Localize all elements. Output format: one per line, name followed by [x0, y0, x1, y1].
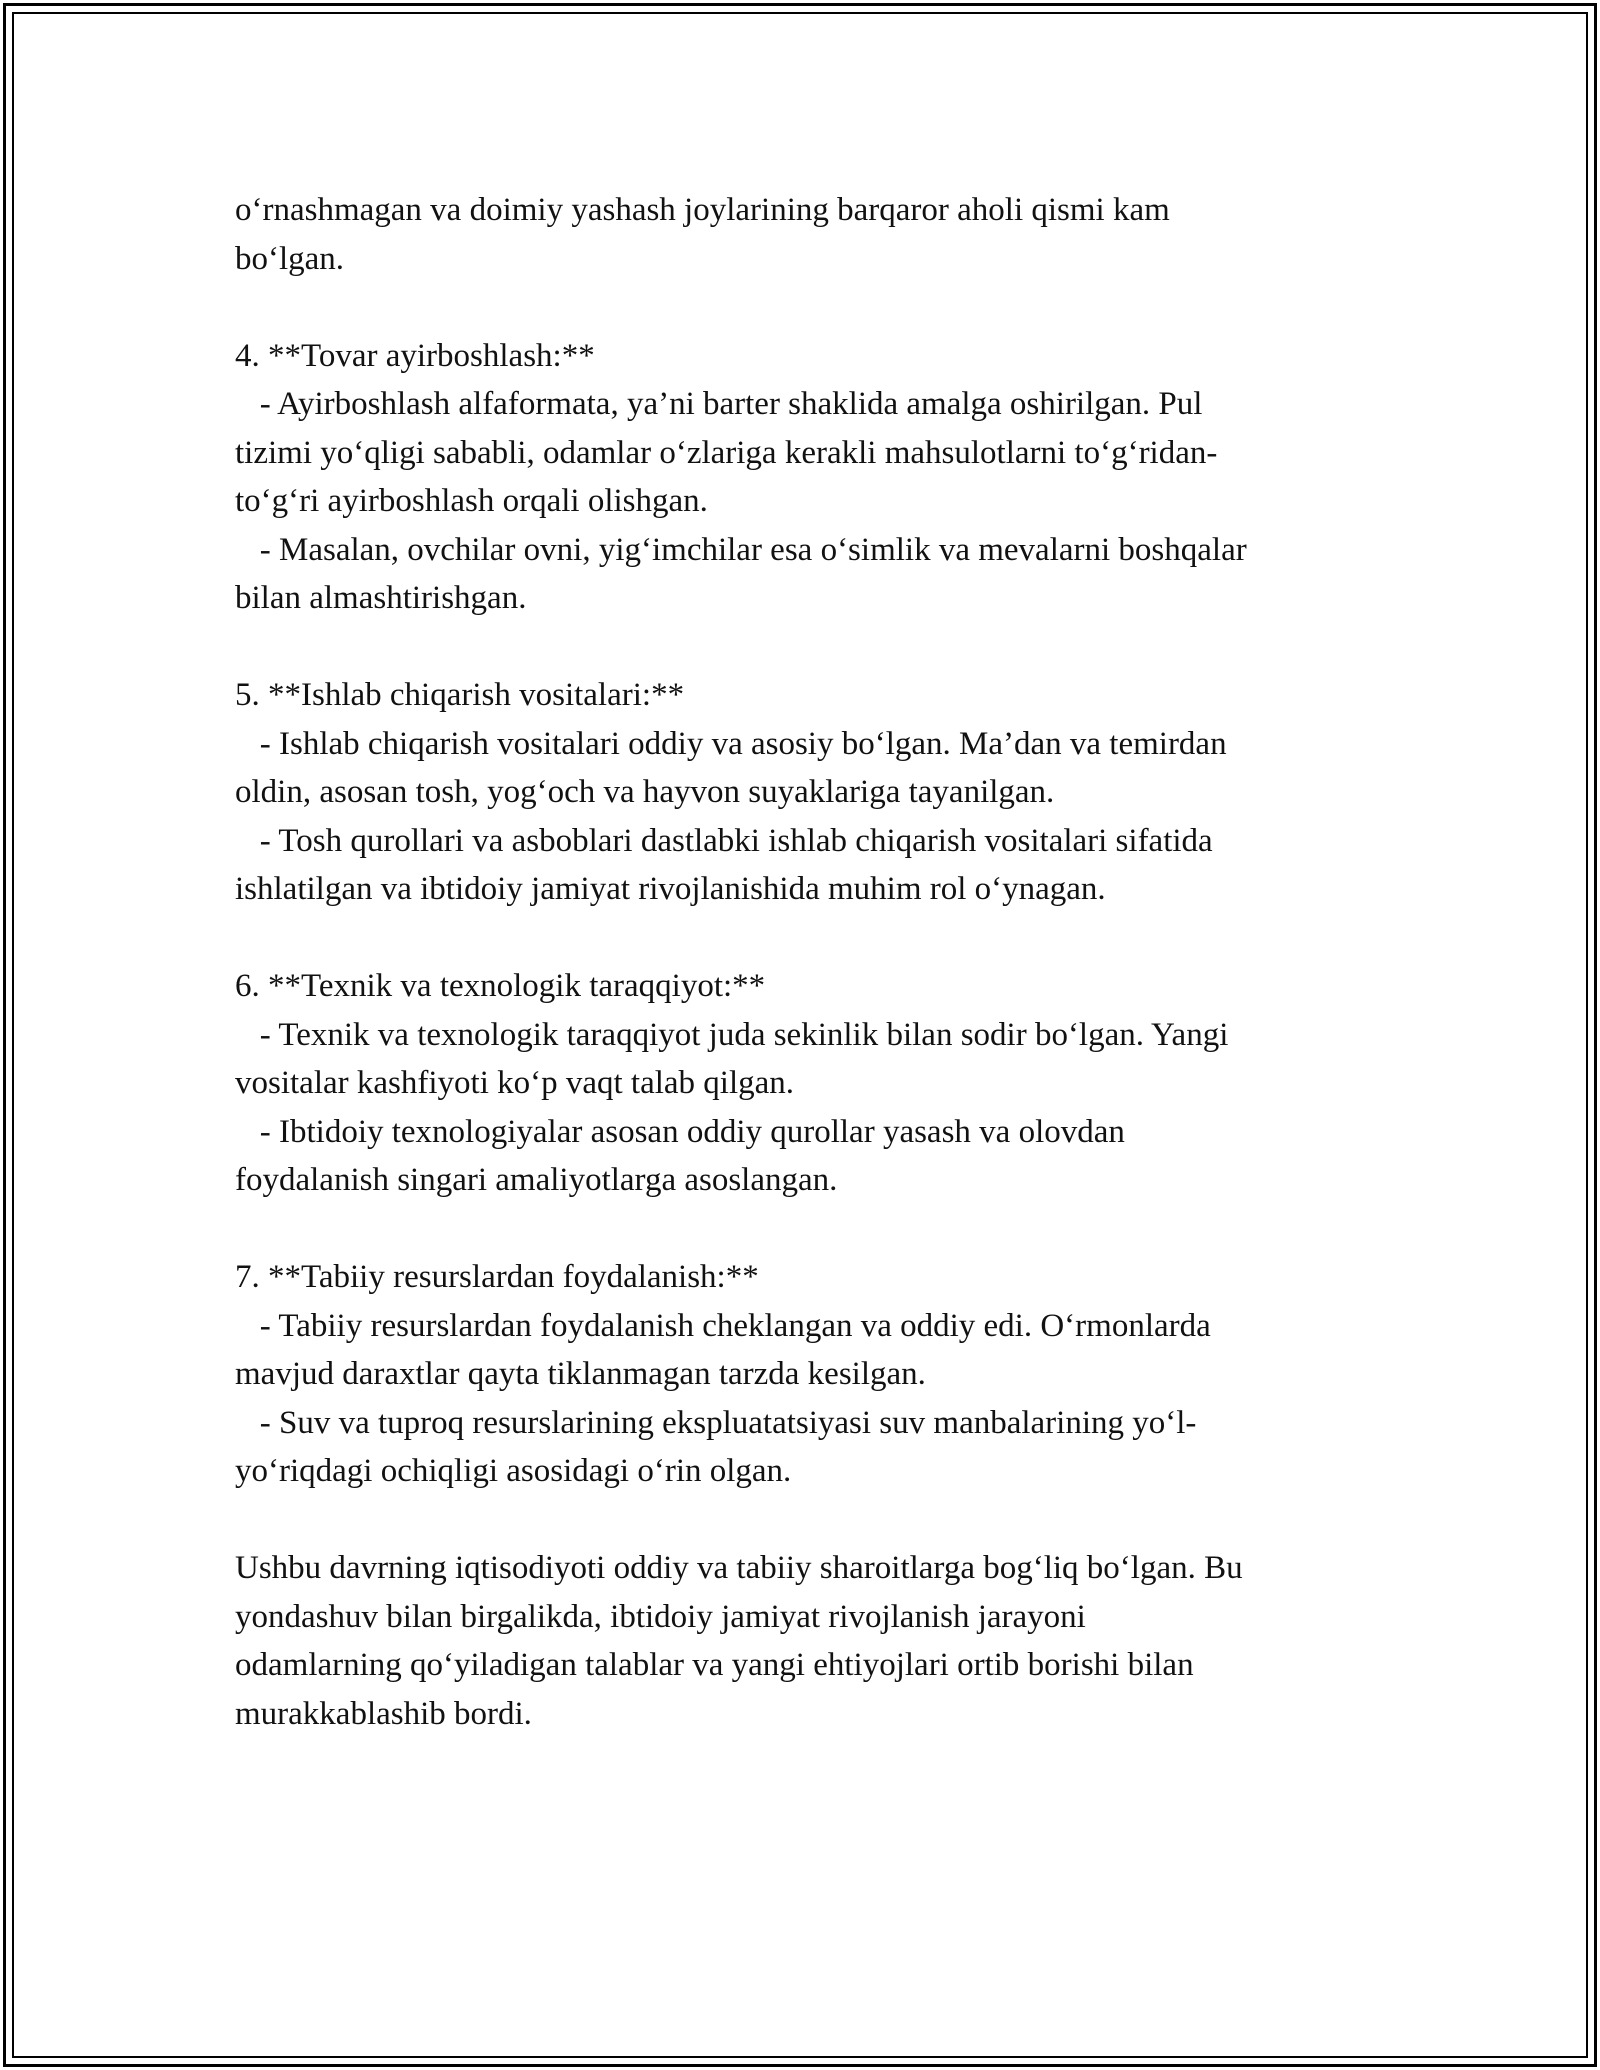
conclusion-paragraph	[235, 1544, 1385, 1738]
section-6	[235, 962, 1385, 1205]
text-line: oldin, asosan tosh, yogʻoch va hayvon suyaklariga tayanilgan.	[235, 774, 1055, 810]
text-line: oʻrnashmagan va doimiy yashash joylarining barqaror aholi qismi kam	[235, 192, 1170, 228]
text-line: - Tosh qurollari va asboblari dastlabki ishlab chiqarish vositalari sifatida	[235, 822, 1213, 859]
section-5	[235, 671, 1385, 914]
section-7	[235, 1253, 1385, 1496]
section-heading: 7. **Tabiiy resurslardan foydalanish:**	[235, 1259, 759, 1295]
section-heading: 4. **Tovar ayirboshlash:**	[235, 337, 595, 374]
text-line: mavjud daraxtlar qayta tiklanmagan tarzda kesilgan.	[235, 1356, 926, 1392]
text-line: boʻlgan.	[235, 240, 345, 277]
text-line: - Suv va tuproq resurslarining ekspluatatsiyasi suv manbalarining yoʻl-	[235, 1404, 1197, 1441]
section-heading: 6. **Texnik va texnologik taraqqiyot:**	[235, 968, 766, 1004]
section-4	[235, 332, 1385, 623]
text-line: yoʻriqdagi ochiqligi asosidagi oʻrin olgan.	[235, 1453, 792, 1489]
text-line: - Ibtidoiy texnologiyalar asosan oddiy qurollar yasash va olovdan	[235, 1113, 1125, 1150]
text-line: - Texnik va texnologik taraqqiyot juda sekinlik bilan sodir boʻlgan. Yangi	[235, 1016, 1229, 1053]
text-line: odamlarning qoʻyiladigan talablar va yangi ehtiyojlari ortib borishi bilan	[235, 1647, 1194, 1683]
text-line: - Ishlab chiqarish vositalari oddiy va asosiy boʻlgan. Ma’dan va temirdan	[235, 725, 1227, 762]
text-line: yondashuv bilan birgalikda, ibtidoiy jamiyat rivojlanish jarayoni	[235, 1598, 1086, 1635]
text-line: - Tabiiy resurslardan foydalanish cheklangan va oddiy edi. Oʻrmonlarda	[235, 1307, 1211, 1344]
text-line: tizimi yoʻqligi sababli, odamlar oʻzlariga kerakli mahsulotlarni toʻgʻridan-	[235, 434, 1218, 471]
text-line: toʻgʻri ayirboshlash orqali olishgan.	[235, 483, 708, 519]
document-body	[235, 186, 1385, 1787]
text-line: ishlatilgan va ibtidoiy jamiyat rivojlanishida muhim rol oʻynagan.	[235, 871, 1106, 907]
text-line: foydalanish singari amaliyotlarga asoslangan.	[235, 1162, 838, 1198]
text-line: - Masalan, ovchilar ovni, yigʻimchilar esa oʻsimlik va mevalarni boshqalar	[235, 531, 1247, 568]
text-line: bilan almashtirishgan.	[235, 580, 527, 616]
text-line: murakkablashib bordi.	[235, 1695, 532, 1732]
text-line: - Ayirboshlash alfaformata, ya’ni barter shaklida amalga oshirilgan. Pul	[235, 386, 1203, 422]
text-line: Ushbu davrning iqtisodiyoti oddiy va tabiiy sharoitlarga bogʻliq boʻlgan. Bu	[235, 1550, 1243, 1586]
intro-paragraph	[235, 186, 1385, 283]
section-heading: 5. **Ishlab chiqarish vositalari:**	[235, 677, 685, 713]
text-line: vositalar kashfiyoti koʻp vaqt talab qilgan.	[235, 1065, 795, 1101]
